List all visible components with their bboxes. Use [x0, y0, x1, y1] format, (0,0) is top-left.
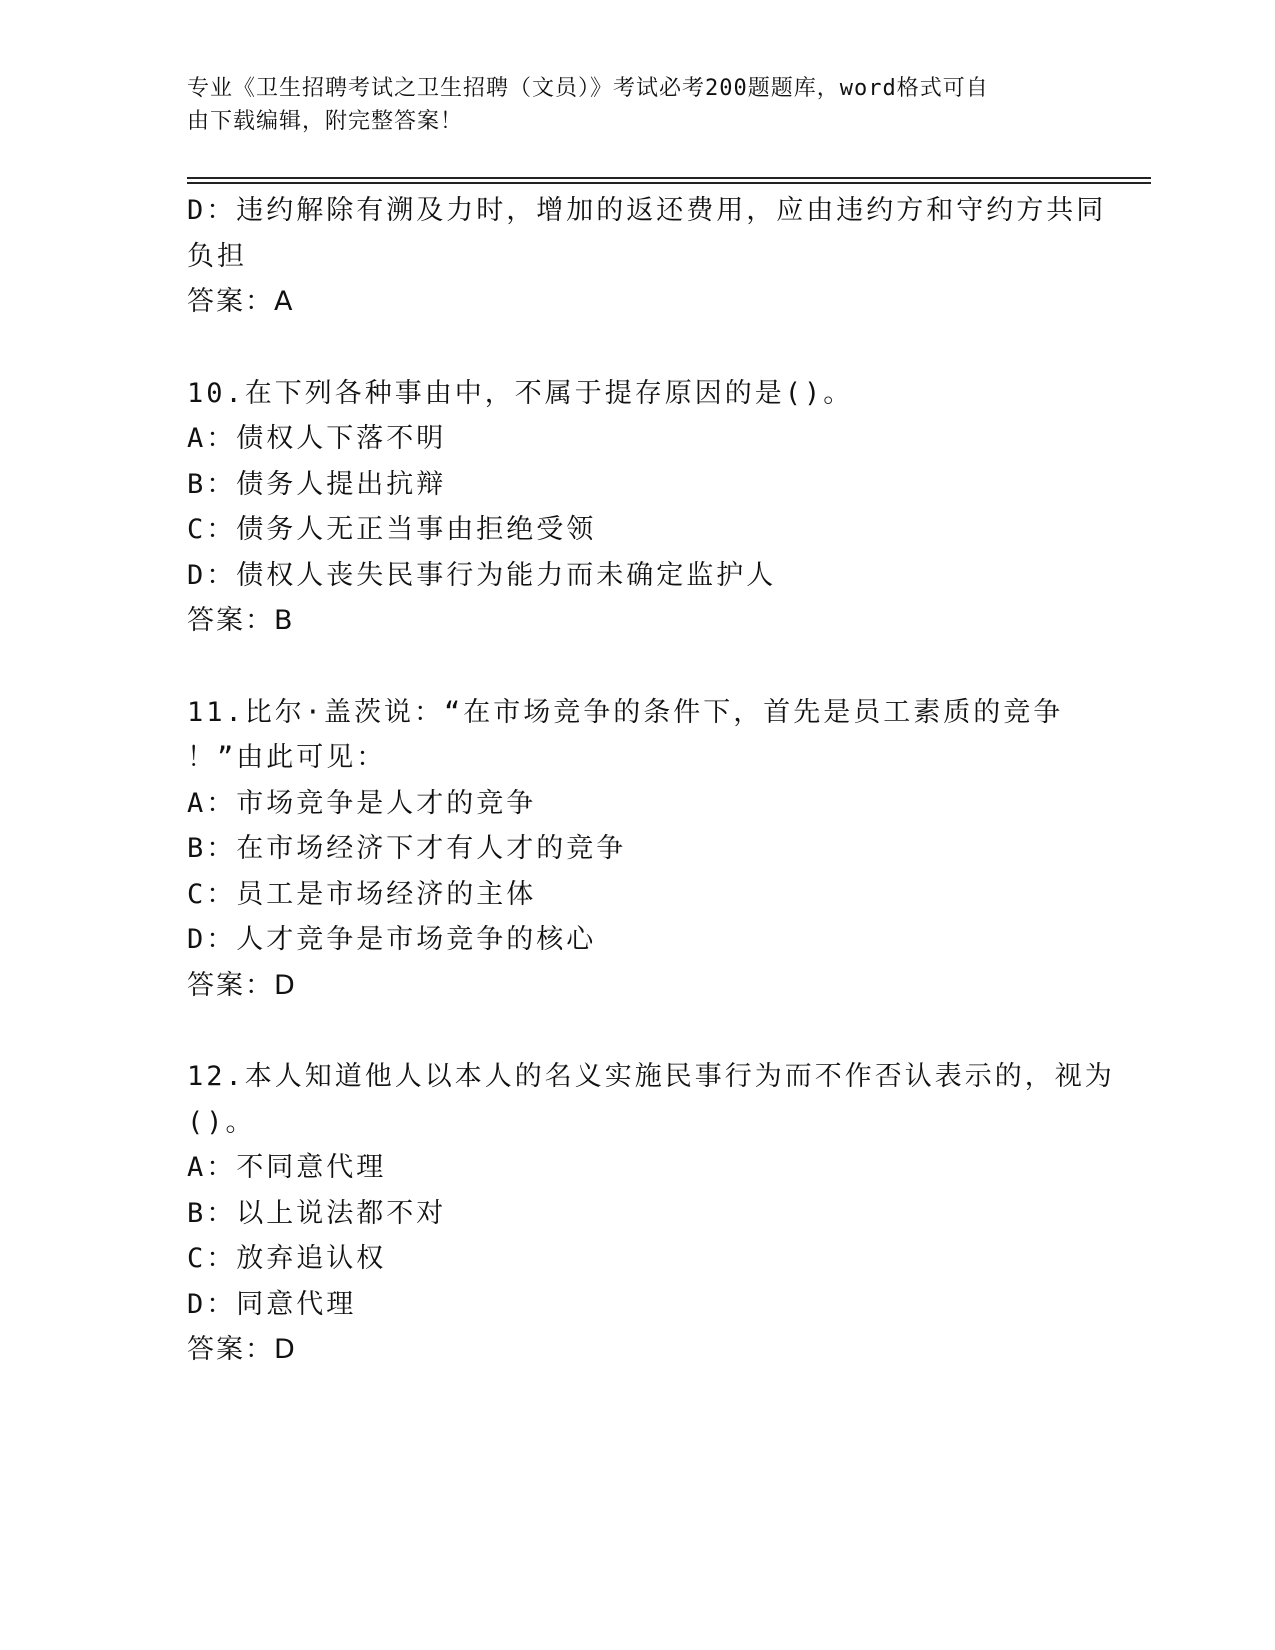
option-b: B：债务人提出抗辩	[187, 468, 447, 500]
answer-label: 答案：B	[187, 605, 295, 636]
answer-label: 答案：D	[187, 1334, 297, 1365]
header-divider-top	[187, 177, 1151, 179]
document-header	[187, 72, 1067, 138]
question-block-10	[187, 371, 1087, 644]
question-stem-line-2: ！”由此可见：	[187, 742, 387, 773]
question-stem-line-2: ()。	[187, 1106, 256, 1138]
option-c: C：员工是市场经济的主体	[187, 878, 537, 910]
option-d: D：人才竞争是市场竞争的核心	[187, 924, 597, 955]
question-list	[187, 188, 1115, 1373]
answer-label: 答案：D	[187, 969, 297, 1001]
question-stem: 10.在下列各种事由中，不属于提存原因的是()。	[187, 377, 854, 409]
option-d: D：同意代理	[187, 1288, 357, 1320]
option-b: B：以上说法都不对	[187, 1197, 447, 1229]
question-block-prev	[187, 188, 1107, 325]
option-a: A：市场竞争是人才的竞争	[187, 787, 537, 819]
option-d: D：债权人丧失民事行为能力而未确定监护人	[187, 559, 777, 591]
option-c: C：债务人无正当事由拒绝受领	[187, 514, 597, 545]
option-c: C：放弃追认权	[187, 1243, 387, 1274]
question-block-12	[187, 1054, 1115, 1373]
question-stem-line-1: 12.本人知道他人以本人的名义实施民事行为而不作否认表示的，视为	[187, 1061, 1115, 1092]
header-title-line-2: 由下载编辑，附完整答案！	[187, 109, 464, 134]
spacer	[187, 1008, 1087, 1054]
header-divider-bottom	[187, 182, 1151, 184]
answer-label: 答案：A	[187, 286, 295, 317]
spacer	[187, 325, 1087, 371]
option-d-line-2: 负担	[187, 240, 247, 272]
option-b: B：在市场经济下才有人才的竞争	[187, 833, 627, 864]
question-stem-line-1: 11.比尔·盖茨说：“在市场竞争的条件下，首先是员工素质的竞争	[187, 696, 1064, 728]
option-a: A：不同意代理	[187, 1152, 387, 1183]
spacer	[187, 644, 1087, 690]
option-d-line-1: D：违约解除有溯及力时，增加的返还费用，应由违约方和守约方共同	[187, 195, 1107, 226]
question-block-11	[187, 690, 1087, 1009]
header-title-line-1: 专业《卫生招聘考试之卫生招聘（文员）》考试必考200题题库，word格式可自	[187, 76, 989, 101]
option-a: A：债权人下落不明	[187, 423, 447, 454]
